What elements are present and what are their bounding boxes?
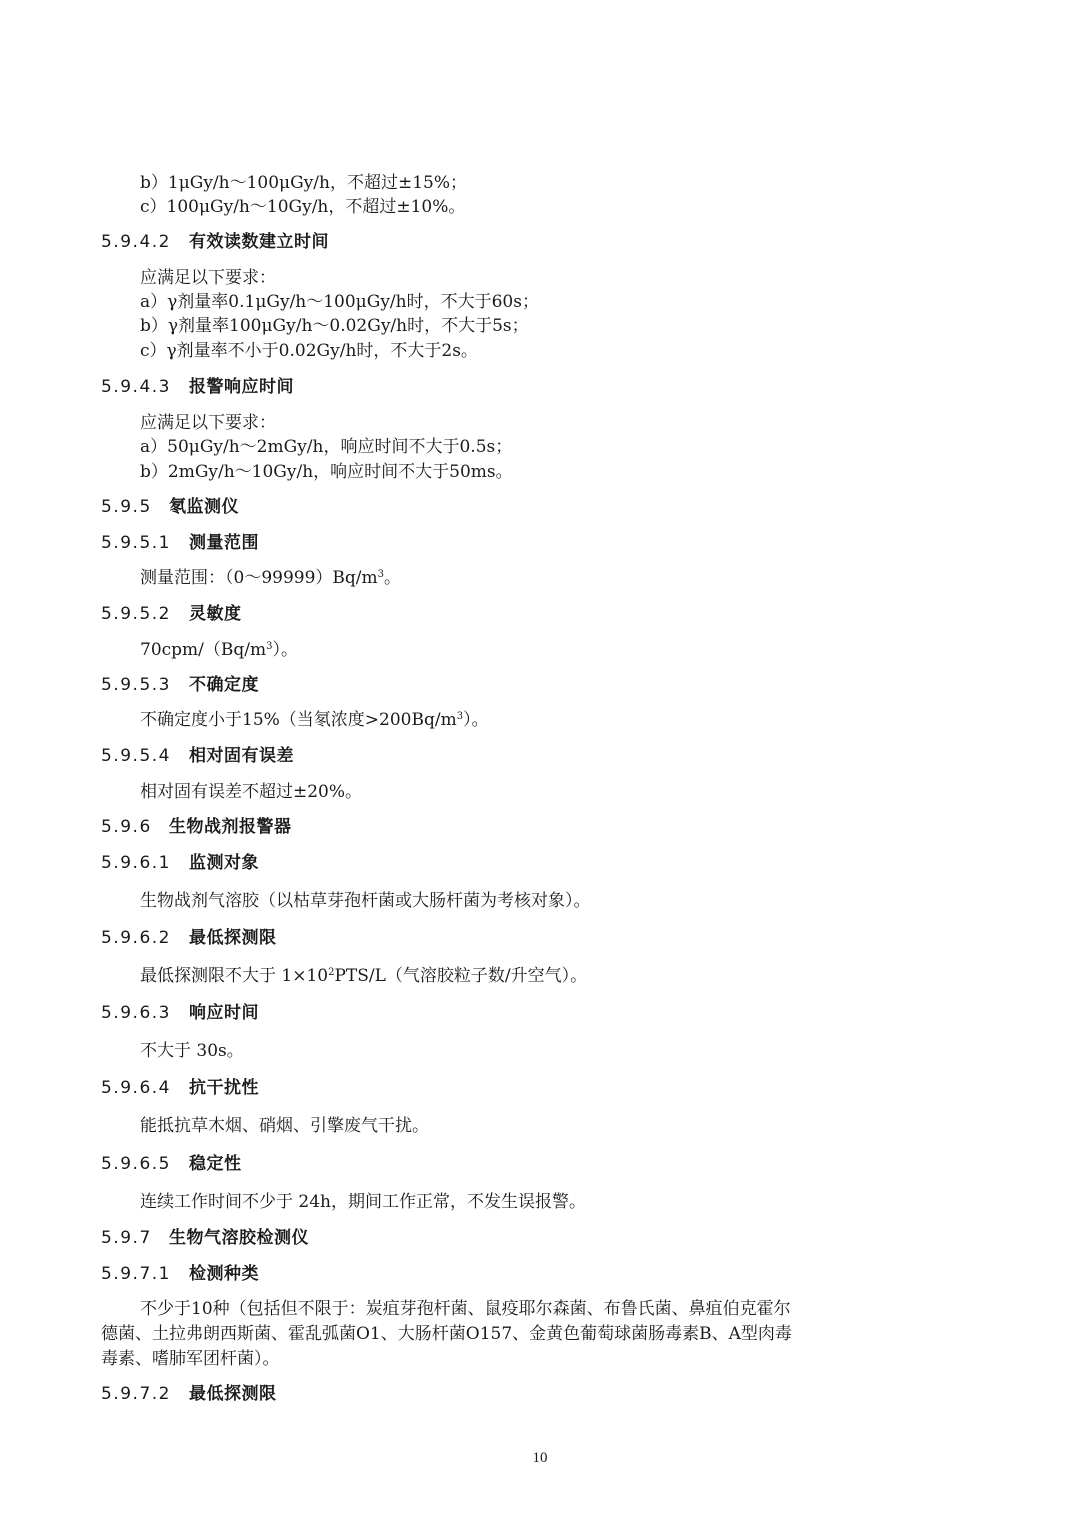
line-text: 不确定度小于15%（当氡浓度>200Bq/m bbox=[140, 710, 457, 730]
section-title: 生物战剂报警器 bbox=[169, 817, 292, 837]
section-title: 灵敏度 bbox=[189, 604, 242, 624]
section-title: 报警响应时间 bbox=[189, 377, 294, 397]
paragraph-line bbox=[140, 1298, 791, 1320]
section-number: 5.9.4.3 bbox=[101, 377, 171, 397]
section-number: 5.9.4.2 bbox=[101, 232, 171, 252]
paragraph-line bbox=[140, 461, 513, 483]
section-heading bbox=[101, 852, 259, 874]
section-number: 5.9.7.1 bbox=[101, 1264, 171, 1284]
section-heading bbox=[101, 532, 259, 554]
section-heading bbox=[101, 674, 259, 696]
line-text: c）γ剂量率不小于0.02Gy/h时，不大于2s。 bbox=[140, 341, 478, 361]
section-title: 抗干扰性 bbox=[189, 1078, 259, 1098]
line-text: b）1μGy/h～100μGy/h，不超过±15%； bbox=[140, 173, 467, 193]
section-number: 5.9.6.1 bbox=[101, 853, 171, 873]
section-heading bbox=[101, 1077, 259, 1099]
section-heading bbox=[101, 1153, 242, 1175]
line-text: 德菌、土拉弗朗西斯菌、霍乱弧菌O1、大肠杆菌O157、金黄色葡萄球菌肠毒素B、A型肉毒 bbox=[101, 1324, 792, 1344]
line-text: 应满足以下要求： bbox=[140, 268, 276, 288]
paragraph-line bbox=[140, 1040, 244, 1062]
superscript: 3 bbox=[456, 711, 464, 722]
line-text: 测量范围：（0～99999）Bq/m bbox=[140, 568, 378, 588]
paragraph-line bbox=[140, 639, 298, 661]
section-number: 5.9.6.5 bbox=[101, 1154, 171, 1174]
section-number: 5.9.7.2 bbox=[101, 1384, 171, 1404]
section-number: 5.9.5.1 bbox=[101, 533, 171, 553]
line-text: 连续工作时间不少于 24h，期间工作正常，不发生误报警。 bbox=[140, 1192, 586, 1212]
page-number: 10 bbox=[532, 1450, 548, 1466]
paragraph-line bbox=[140, 196, 465, 218]
paragraph-line bbox=[101, 1348, 280, 1370]
paragraph-line bbox=[140, 436, 512, 458]
section-title: 最低探测限 bbox=[189, 1384, 277, 1404]
line-text: 毒素、嗜肺军团杆菌）。 bbox=[101, 1349, 280, 1369]
section-heading bbox=[101, 1227, 309, 1249]
line-text-tail: ）。 bbox=[463, 710, 489, 730]
line-text: b）2mGy/h～10Gy/h，响应时间不大于50ms。 bbox=[140, 462, 513, 482]
line-text: b）γ剂量率100μGy/h～0.02Gy/h时，不大于5s； bbox=[140, 316, 529, 336]
paragraph-line bbox=[140, 340, 478, 362]
section-number: 5.9.6.4 bbox=[101, 1078, 171, 1098]
paragraph-line bbox=[140, 709, 489, 731]
section-title: 检测种类 bbox=[189, 1264, 259, 1284]
line-text: c）100μGy/h～10Gy/h，不超过±10%。 bbox=[140, 197, 466, 217]
paragraph-line bbox=[140, 567, 401, 589]
paragraph-line bbox=[140, 965, 587, 987]
superscript: 3 bbox=[377, 569, 384, 580]
section-heading bbox=[101, 376, 294, 398]
section-heading bbox=[101, 1383, 277, 1405]
paragraph-line bbox=[140, 1115, 429, 1137]
section-heading bbox=[101, 231, 329, 253]
line-text: 70cpm/（Bq/m bbox=[140, 640, 267, 660]
paragraph-line bbox=[140, 781, 362, 803]
section-heading bbox=[101, 745, 294, 767]
line-text: a）γ剂量率0.1μGy/h～100μGy/h时，不大于60s； bbox=[140, 292, 539, 312]
section-number: 5.9.5.2 bbox=[101, 604, 171, 624]
line-text: a）50μGy/h～2mGy/h，响应时间不大于0.5s； bbox=[140, 437, 513, 457]
section-heading bbox=[101, 1263, 259, 1285]
section-title: 最低探测限 bbox=[189, 928, 277, 948]
section-number: 5.9.5 bbox=[101, 497, 152, 517]
section-number: 5.9.5.3 bbox=[101, 675, 171, 695]
section-title: 稳定性 bbox=[189, 1154, 242, 1174]
paragraph-line bbox=[140, 1191, 586, 1213]
section-title: 响应时间 bbox=[189, 1003, 259, 1023]
section-title: 有效读数建立时间 bbox=[189, 232, 329, 252]
paragraph-line bbox=[140, 291, 539, 313]
section-heading bbox=[101, 1002, 259, 1024]
paragraph-line bbox=[140, 315, 529, 337]
section-title: 相对固有误差 bbox=[189, 746, 294, 766]
line-text: 应满足以下要求： bbox=[140, 413, 276, 433]
section-number: 5.9.6 bbox=[101, 817, 152, 837]
line-text: 能抵抗草木烟、硝烟、引擎废气干扰。 bbox=[140, 1116, 429, 1136]
paragraph-line bbox=[140, 172, 467, 194]
section-heading bbox=[101, 496, 239, 518]
line-text: 不大于 30s。 bbox=[140, 1041, 244, 1061]
paragraph-line bbox=[140, 412, 276, 434]
section-title: 监测对象 bbox=[189, 853, 259, 873]
section-number: 5.9.6.2 bbox=[101, 928, 171, 948]
line-text: 相对固有误差不超过±20%。 bbox=[140, 782, 363, 802]
section-number: 5.9.6.3 bbox=[101, 1003, 171, 1023]
line-text-tail: 。 bbox=[384, 568, 401, 588]
section-number: 5.9.7 bbox=[101, 1228, 152, 1248]
line-text-tail: PTS/L（气溶胶粒子数/升空气）。 bbox=[334, 966, 588, 986]
line-text: 最低探测限不大于 1×10 bbox=[140, 966, 329, 986]
section-heading bbox=[101, 603, 242, 625]
section-heading bbox=[101, 816, 292, 838]
paragraph-line bbox=[101, 1323, 792, 1345]
superscript: 3 bbox=[266, 641, 273, 652]
section-title: 氡监测仪 bbox=[169, 497, 239, 517]
superscript: 2 bbox=[328, 967, 335, 978]
line-text: 生物战剂气溶胶（以枯草芽孢杆菌或大肠杆菌为考核对象）。 bbox=[140, 891, 591, 911]
section-title: 测量范围 bbox=[189, 533, 259, 553]
section-number: 5.9.5.4 bbox=[101, 746, 171, 766]
section-title: 不确定度 bbox=[189, 675, 259, 695]
section-title: 生物气溶胶检测仪 bbox=[169, 1228, 309, 1248]
line-text: 不少于10种（包括但不限于：炭疽芽孢杆菌、鼠疫耶尔森菌、布鲁氏菌、鼻疽伯克霍尔 bbox=[140, 1299, 791, 1319]
line-text-tail: ）。 bbox=[272, 640, 298, 660]
paragraph-line bbox=[140, 890, 591, 912]
paragraph-line bbox=[140, 267, 276, 289]
section-heading bbox=[101, 927, 277, 949]
